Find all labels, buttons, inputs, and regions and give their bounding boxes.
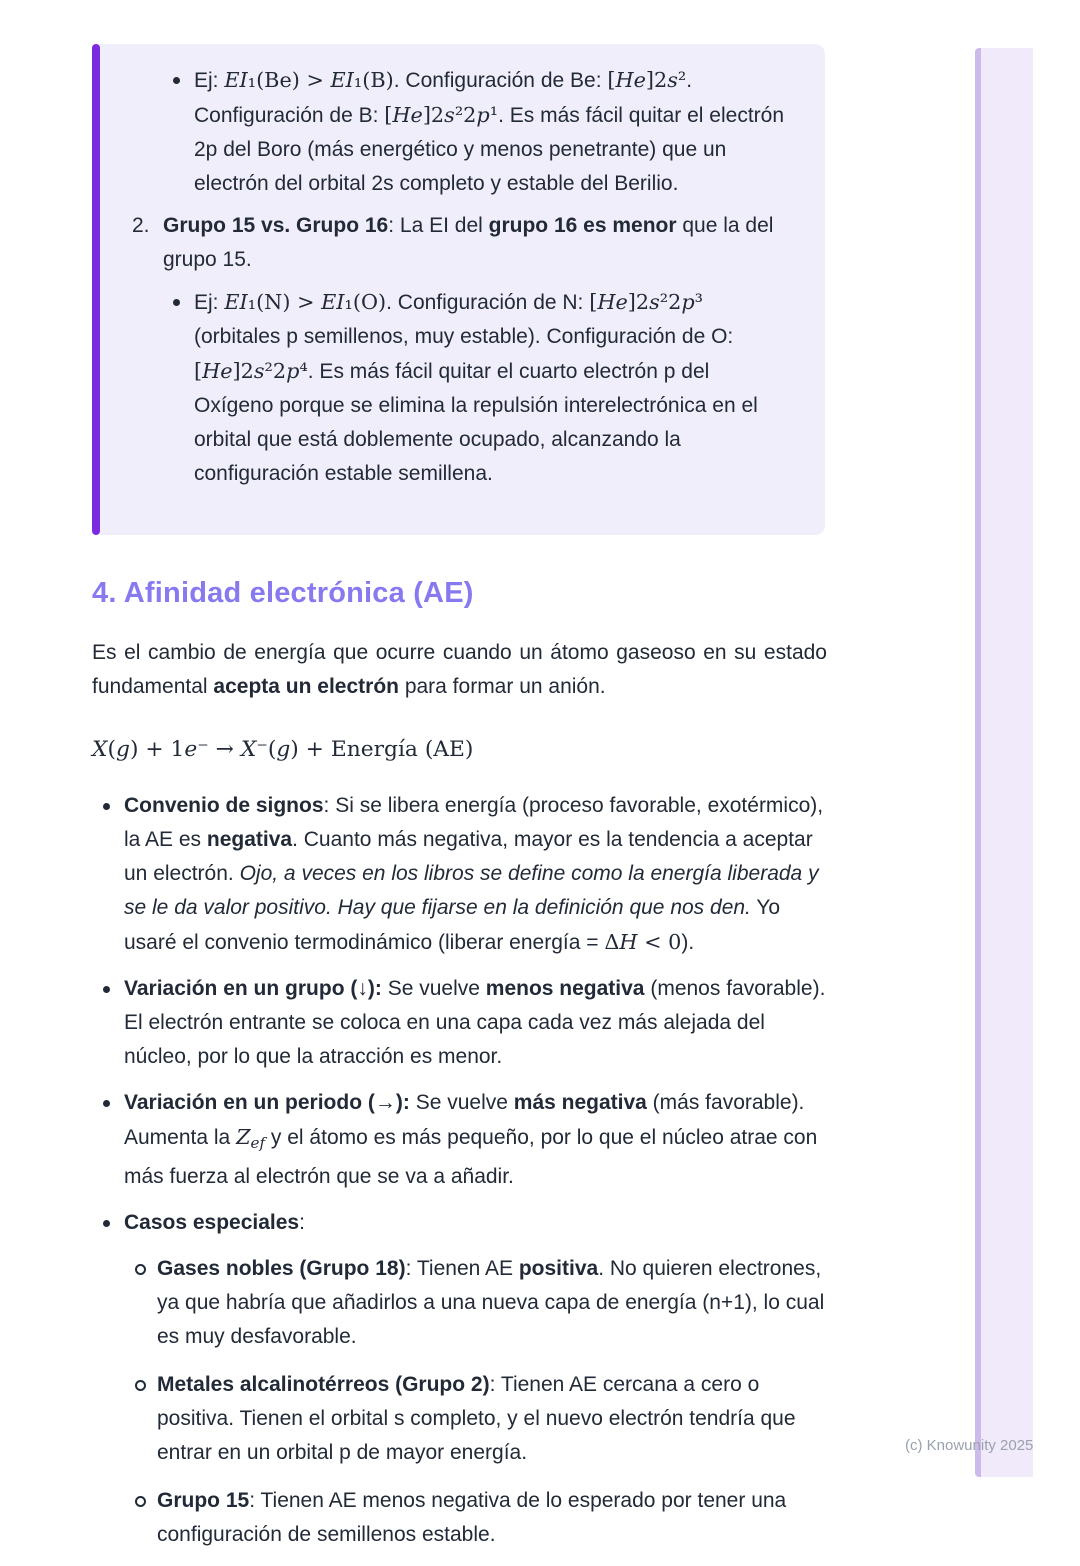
- text-segment: ¹: [489, 103, 499, 127]
- text-segment: Grupo 15: [157, 1488, 250, 1512]
- text-segment: (más favorable). Aumenta la: [124, 1091, 805, 1149]
- text-segment: ).: [681, 931, 695, 954]
- text-segment: ⁻: [197, 737, 209, 762]
- list-item: [92, 1206, 834, 1566]
- text-segment: EI: [224, 290, 248, 314]
- intro-paragraph: [92, 636, 827, 704]
- text-segment: grupo 16 es menor: [488, 214, 677, 237]
- text-segment: (Be) >: [256, 68, 331, 92]
- text-segment: EI: [321, 290, 345, 314]
- callout-list: [132, 63, 791, 491]
- text-segment: < 0: [637, 930, 682, 954]
- text-segment: ²2: [454, 103, 477, 127]
- list-item: [132, 209, 791, 277]
- text-segment: más negativa: [513, 1091, 647, 1114]
- text-segment: (: [267, 737, 277, 762]
- text-segment: Convenio de signos: [124, 794, 324, 817]
- text-segment: que la del grupo 15.: [163, 214, 774, 271]
- text-segment: s: [667, 68, 678, 92]
- list-item-text: [157, 1484, 834, 1552]
- text-segment: [: [607, 68, 616, 92]
- text-segment: menos negativa: [485, 977, 645, 1000]
- text-segment: s: [649, 290, 660, 314]
- list-item-text: [157, 1368, 834, 1470]
- text-segment: negativa: [206, 828, 293, 851]
- text-segment: Se vuelve: [409, 1091, 514, 1114]
- sub-list: [124, 1252, 834, 1552]
- text-segment: ₁: [247, 68, 257, 92]
- list-item-text: [124, 789, 834, 960]
- text-segment: g: [276, 737, 291, 762]
- text-segment: g: [116, 737, 130, 762]
- equation: [92, 732, 1080, 767]
- list-item-text: [124, 1086, 834, 1194]
- next-page-edge[interactable]: [975, 48, 1033, 1477]
- text-segment: p: [286, 359, 300, 383]
- text-segment: ₁: [353, 68, 363, 92]
- list-item: [162, 285, 791, 491]
- text-segment: Δ: [604, 930, 620, 954]
- text-segment: Variación en un grupo (↓):: [124, 977, 382, 1000]
- text-segment: He: [597, 290, 628, 314]
- section-heading: 4. Afinidad electrónica (AE): [92, 577, 474, 609]
- list-item-text: [157, 1252, 834, 1354]
- text-segment: . Cuanto más negativa, mayor es la tendencia a aceptar un electrón.: [124, 828, 813, 885]
- text-segment: Ej:: [194, 291, 225, 314]
- text-segment: Se vuelve: [381, 977, 486, 1000]
- text-segment: . Configuración de N:: [386, 291, 590, 314]
- text-segment: ²: [677, 68, 687, 92]
- text-segment: Ej:: [194, 69, 225, 92]
- text-segment: (N) >: [256, 290, 322, 314]
- text-segment: Metales alcalinotérreos (Grupo 2): [157, 1372, 490, 1396]
- text-segment: (B): [362, 68, 394, 92]
- text-segment: :: [299, 1210, 305, 1234]
- list-item: [92, 1086, 834, 1194]
- text-segment: Yo usaré el convenio termodinámico (liberar energía =: [124, 896, 781, 954]
- text-segment: ]2: [422, 103, 445, 127]
- text-segment: : Si se libera energía (proceso favorable, exotérmico), la AE es: [124, 794, 824, 851]
- text-segment: (O): [352, 290, 387, 314]
- text-segment: He: [392, 103, 423, 127]
- list-item-text: [124, 972, 834, 1074]
- text-segment: EI: [224, 68, 248, 92]
- text-segment: e: [184, 737, 198, 762]
- text-segment: Z: [236, 1125, 251, 1149]
- text-segment: ³: [694, 290, 703, 314]
- text-segment: [: [384, 103, 393, 127]
- text-segment: X: [92, 737, 108, 762]
- text-segment: . Configuración de B:: [194, 69, 693, 127]
- text-segment: : Tienen AE cercana a cero o positiva. Tienen el orbital s completo, y el nuevo electrón tendría que entrar en un orbital p de mayor energía.: [157, 1372, 796, 1464]
- text-segment: →: [208, 737, 241, 762]
- list-item: [162, 63, 791, 201]
- text-segment: Gases nobles (Grupo 18): [157, 1256, 406, 1280]
- list-item: [124, 1368, 834, 1470]
- text-segment: ]2: [645, 68, 668, 92]
- text-segment: s: [253, 359, 265, 383]
- text-segment: (: [107, 737, 116, 762]
- list-item: [92, 789, 834, 960]
- text-segment: . No quieren electrones, ya que habría que añadirlos a una nueva capa de energía (n+1), lo cual es muy desfavorable.: [157, 1256, 825, 1348]
- text-segment: ²2: [659, 290, 682, 314]
- text-segment: ⁻: [256, 737, 268, 762]
- text-segment: ₁: [344, 290, 353, 314]
- text-segment: EI: [330, 68, 354, 92]
- list-item: [124, 1252, 834, 1354]
- main-bullet-list: [92, 789, 834, 1566]
- text-segment: He: [615, 68, 646, 92]
- text-segment: p: [681, 290, 695, 314]
- text-segment: Ojo, a veces en los libros se define como la energía liberada y se le da valor positivo. Hay que fijarse en la definición que nos den.: [124, 862, 819, 919]
- callout-accent-bar: [92, 44, 100, 535]
- list-item: [92, 972, 834, 1074]
- list-item-text: [124, 1206, 834, 1566]
- text-segment: p: [476, 103, 490, 127]
- list-item-text: [194, 285, 791, 491]
- text-segment: ) + 1: [129, 737, 185, 762]
- text-segment: ]2: [627, 290, 650, 314]
- text-segment: Variación en un periodo (→):: [124, 1091, 410, 1114]
- text-segment: : Tienen AE: [405, 1256, 519, 1280]
- text-segment: ef: [250, 1133, 266, 1152]
- text-segment: He: [202, 359, 233, 383]
- text-segment: [: [589, 290, 598, 314]
- list-item-text: [163, 209, 791, 277]
- text-segment: Casos especiales: [124, 1210, 300, 1234]
- text-segment: ) + Energía (AE): [290, 737, 474, 762]
- callout-box: [92, 44, 825, 535]
- text-segment: H: [619, 930, 638, 954]
- text-segment: : La EI del: [388, 214, 489, 237]
- number-marker: 2.: [132, 214, 150, 237]
- text-segment: para formar un anión.: [398, 675, 606, 698]
- text-segment: . Configuración de Be:: [393, 69, 608, 92]
- text-segment: ²2: [264, 359, 287, 383]
- list-item: [124, 1484, 834, 1552]
- text-segment: Grupo 15 vs. Grupo 16: [163, 214, 389, 237]
- copyright-text: (c) Knowunity 2025: [905, 1437, 1034, 1454]
- text-segment: X: [240, 737, 257, 762]
- text-segment: ₁: [247, 290, 257, 314]
- list-item-text: [194, 63, 791, 201]
- text-segment: acepta un electrón: [213, 675, 399, 698]
- text-segment: positiva: [518, 1256, 599, 1280]
- text-segment: (menos favorable). El electrón entrante se coloca en una capa cada vez más alejada del núcleo, por lo que la atracción es menor.: [124, 977, 826, 1068]
- text-segment: y el átomo es más pequeño, por lo que el núcleo atrae con más fuerza al electrón que se va a añadir.: [124, 1126, 818, 1188]
- text-segment: ]2: [232, 359, 254, 383]
- text-segment: . Es más fácil quitar el cuarto electrón p del Oxígeno porque se elimina la repulsión interelectrónica en el orbital que está doblemente ocupado, alcanzando la configuración estable semillena.: [194, 360, 758, 485]
- text-segment: : Tienen AE menos negativa de lo esperado por tener una configuración de semillenos estable.: [157, 1488, 787, 1546]
- text-segment: (orbitales p semillenos, muy estable). Configuración de O:: [194, 325, 734, 348]
- text-segment: Es el cambio de energía que ocurre cuando un átomo gaseoso en su estado fundamental: [92, 641, 827, 698]
- text-segment: [: [194, 359, 203, 383]
- text-segment: . Es más fácil quitar el electrón 2p del Boro (más energético y menos penetrante) que un electrón del orbital 2s completo y estable del Berilio.: [194, 104, 785, 195]
- text-segment: s: [444, 103, 455, 127]
- text-segment: ⁴: [299, 359, 308, 383]
